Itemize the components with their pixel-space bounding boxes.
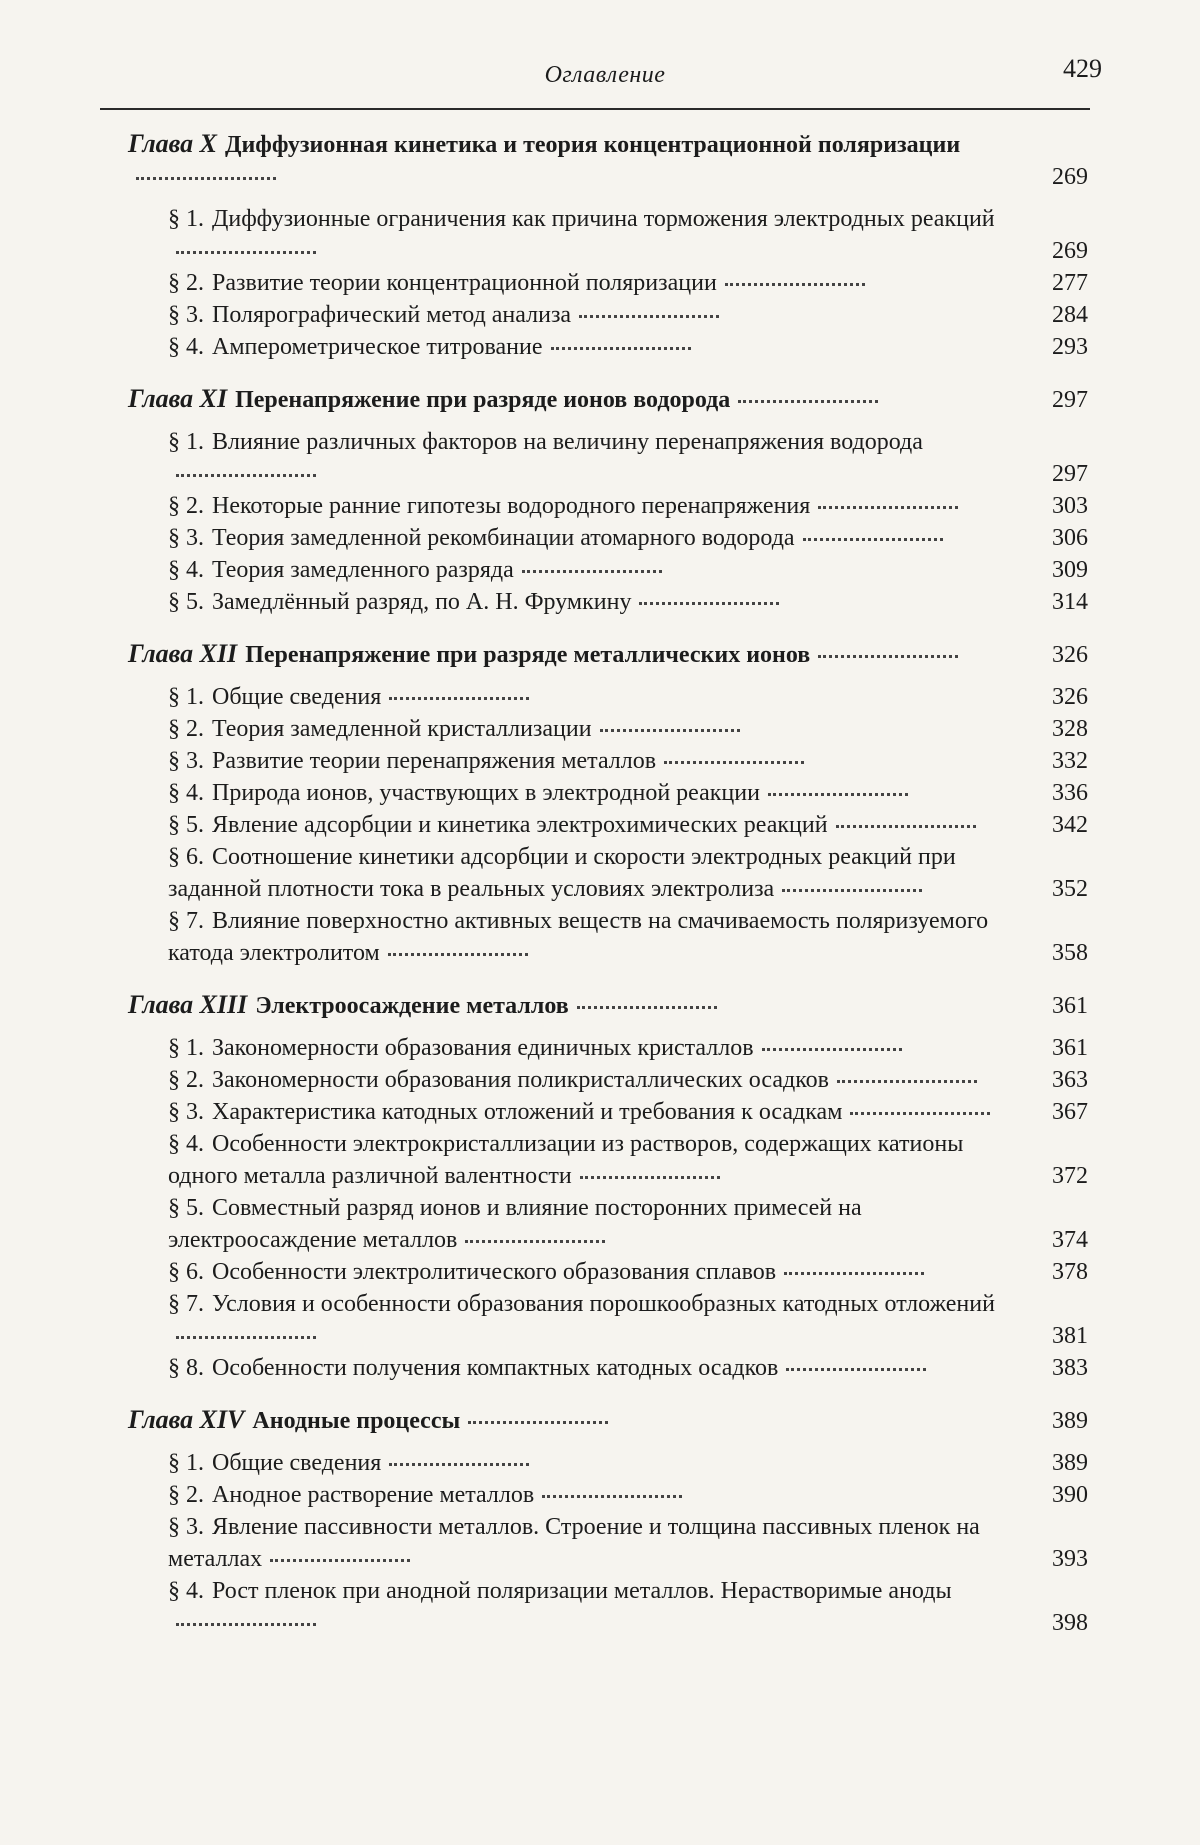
section-text <box>168 777 1024 809</box>
section-title: Особенности электролитического образования сплавов <box>212 1259 777 1285</box>
section-number: § 4. <box>168 557 204 583</box>
chapter-page-number: 269 <box>1052 164 1088 190</box>
section-entry[interactable] <box>168 713 1088 745</box>
dot-leader <box>818 506 958 509</box>
section-number: § 7. <box>168 1291 204 1317</box>
section-number: § 4. <box>168 334 204 360</box>
section-text <box>168 331 1024 363</box>
dot-leader <box>738 400 878 403</box>
section-text <box>168 586 1024 618</box>
dot-leader <box>836 825 976 828</box>
section-entry[interactable] <box>168 681 1088 713</box>
section-entry[interactable] <box>168 745 1088 777</box>
section-title: Развитие теории концентрационной поляризации <box>212 270 717 296</box>
section-text <box>168 1128 1024 1192</box>
section-page-number: 269 <box>1052 238 1088 264</box>
section-text <box>168 745 1024 777</box>
section-entry[interactable] <box>168 299 1088 331</box>
dot-leader <box>465 1240 605 1243</box>
section-number: § 3. <box>168 1099 204 1125</box>
section-number: § 3. <box>168 525 204 551</box>
section-page-number: 363 <box>1052 1067 1088 1093</box>
section-entry[interactable] <box>168 554 1088 586</box>
section-page-number: 390 <box>1052 1482 1088 1508</box>
section-number: § 6. <box>168 1259 204 1285</box>
section-page-number: 352 <box>1052 876 1088 902</box>
section-text <box>168 1479 1024 1511</box>
dot-leader <box>389 1463 529 1466</box>
chapter <box>128 638 1088 969</box>
section-entry[interactable] <box>168 905 1088 969</box>
chapter-number: Глава XIV <box>128 1405 245 1434</box>
section-text <box>168 841 1024 905</box>
section-page-number: 342 <box>1052 812 1088 838</box>
dot-leader <box>389 697 529 700</box>
section-text <box>168 426 1024 490</box>
section-title: Влияние поверхностно активных веществ на смачиваемость поляризуемого катода электролитом <box>168 908 989 966</box>
dot-leader <box>786 1368 926 1371</box>
section-text <box>168 1288 1024 1352</box>
section-text <box>168 203 1024 267</box>
section-number: § 5. <box>168 589 204 615</box>
section-text <box>168 522 1024 554</box>
chapter-title: Перенапряжение при разряде ионов водорода <box>235 387 731 413</box>
section-page-number: 383 <box>1052 1355 1088 1381</box>
section-entry[interactable] <box>168 1288 1088 1352</box>
dot-leader <box>850 1112 990 1115</box>
section-title: Закономерности образования поликристаллических осадков <box>212 1067 829 1093</box>
section-text <box>168 1256 1024 1288</box>
section-entry[interactable] <box>168 1256 1088 1288</box>
section-number: § 3. <box>168 1514 204 1540</box>
section-text <box>168 1032 1024 1064</box>
chapter <box>128 989 1088 1384</box>
section-text <box>168 267 1024 299</box>
chapter-number: Глава XII <box>128 639 238 668</box>
section-title: Особенности получения компактных катодных осадков <box>212 1355 779 1381</box>
section-title: Теория замедленной рекомбинации атомарного водорода <box>212 525 795 551</box>
chapter <box>128 383 1088 618</box>
page-header <box>100 48 1110 118</box>
section-number: § 7. <box>168 908 204 934</box>
section-entry[interactable] <box>168 267 1088 299</box>
section-text <box>168 1575 1024 1639</box>
section-number: § 2. <box>168 716 204 742</box>
section-entry[interactable] <box>168 1064 1088 1096</box>
dot-leader <box>579 315 719 318</box>
section-title: Рост пленок при анодной поляризации металлов. Нерастворимые аноды <box>212 1578 952 1604</box>
section-entry[interactable] <box>168 203 1088 267</box>
section-page-number: 303 <box>1052 493 1088 519</box>
section-text <box>168 1352 1024 1384</box>
section-number: § 5. <box>168 1195 204 1221</box>
chapter-number: Глава XI <box>128 384 228 413</box>
section-number: § 3. <box>168 748 204 774</box>
dot-leader <box>639 602 779 605</box>
section-title: Теория замедленной кристаллизации <box>212 716 592 742</box>
section-number: § 2. <box>168 1482 204 1508</box>
chapter-heading-text <box>128 383 1024 416</box>
section-number: § 8. <box>168 1355 204 1381</box>
dot-leader <box>577 1006 717 1009</box>
dot-leader <box>782 889 922 892</box>
section-text <box>168 490 1024 522</box>
section-title: Условия и особенности образования порошкообразных катодных отложений <box>212 1291 995 1317</box>
section-title: Развитие теории перенапряжения металлов <box>212 748 657 774</box>
dot-leader <box>818 655 958 658</box>
section-title: Диффузионные ограничения как причина торможения электродных реакций <box>212 206 995 232</box>
section-page-number: 389 <box>1052 1450 1088 1476</box>
chapter-heading-text <box>128 128 1024 193</box>
chapter-page-number: 389 <box>1052 1408 1088 1434</box>
dot-leader <box>176 474 316 477</box>
chapter <box>128 128 1088 363</box>
section-text <box>168 809 1024 841</box>
dot-leader <box>551 347 691 350</box>
section-page-number: 367 <box>1052 1099 1088 1125</box>
section-title: Амперометрическое титрование <box>212 334 543 360</box>
section-page-number: 358 <box>1052 940 1088 966</box>
section-text <box>168 905 1024 969</box>
chapter-heading-text <box>128 989 1024 1022</box>
dot-leader <box>725 283 865 286</box>
chapter-title: Перенапряжение при разряде металлических ионов <box>245 642 811 668</box>
section-entry[interactable] <box>168 841 1088 905</box>
section-entry[interactable] <box>168 586 1088 618</box>
section-page-number: 277 <box>1052 270 1088 296</box>
chapter-heading[interactable] <box>128 638 1088 671</box>
page-number: 429 <box>1063 54 1102 83</box>
section-title: Явление адсорбции и кинетика электрохимических реакций <box>212 812 828 838</box>
dot-leader <box>270 1559 410 1562</box>
dot-leader <box>600 729 740 732</box>
section-page-number: 393 <box>1052 1546 1088 1572</box>
table-of-contents <box>128 128 1088 1659</box>
section-entry[interactable] <box>168 426 1088 490</box>
chapter <box>128 1404 1088 1639</box>
section-page-number: 332 <box>1052 748 1088 774</box>
dot-leader <box>837 1080 977 1083</box>
section-title: Совместный разряд ионов и влияние посторонних примесей на электроосаждение металлов <box>168 1195 862 1253</box>
section-title: Явление пассивности металлов. Строение и толщина пассивных пленок на металлах <box>168 1514 980 1572</box>
dot-leader <box>522 570 662 573</box>
section-title: Теория замедленного разряда <box>212 557 514 583</box>
section-entry[interactable] <box>168 490 1088 522</box>
section-entry[interactable] <box>168 1128 1088 1192</box>
section-title: Особенности электрокристаллизации из растворов, содержащих катионы одного металла различной валентности <box>168 1131 964 1189</box>
section-page-number: 372 <box>1052 1163 1088 1189</box>
section-title: Полярографический метод анализа <box>212 302 572 328</box>
dot-leader <box>664 761 804 764</box>
header-rule <box>100 108 1090 110</box>
chapter-page-number: 297 <box>1052 387 1088 413</box>
dot-leader <box>176 1623 316 1626</box>
section-page-number: 297 <box>1052 461 1088 487</box>
section-number: § 4. <box>168 780 204 806</box>
section-page-number: 374 <box>1052 1227 1088 1253</box>
section-text <box>168 1511 1024 1575</box>
section-number: § 1. <box>168 684 204 710</box>
section-entry[interactable] <box>168 1479 1088 1511</box>
section-text <box>168 1192 1024 1256</box>
section-text <box>168 681 1024 713</box>
dot-leader <box>803 538 943 541</box>
chapter-title: Диффузионная кинетика и теория концентрационной поляризации <box>224 132 961 158</box>
chapter-number: Глава XIII <box>128 990 248 1019</box>
section-number: § 1. <box>168 1035 204 1061</box>
chapter-title: Электроосаждение металлов <box>255 993 569 1019</box>
section-page-number: 381 <box>1052 1323 1088 1349</box>
chapter-page-number: 361 <box>1052 993 1088 1019</box>
section-title: Замедлённый разряд, по А. Н. Фрумкину <box>212 589 632 615</box>
section-title: Природа ионов, участвующих в электродной реакции <box>212 780 760 806</box>
section-page-number: 328 <box>1052 716 1088 742</box>
chapter-heading[interactable] <box>128 989 1088 1022</box>
section-text <box>168 713 1024 745</box>
section-number: § 5. <box>168 812 204 838</box>
section-entry[interactable] <box>168 1096 1088 1128</box>
chapter-page-number: 326 <box>1052 642 1088 668</box>
section-title: Закономерности образования единичных кристаллов <box>212 1035 754 1061</box>
dot-leader <box>176 251 316 254</box>
chapter-number: Глава X <box>128 129 217 158</box>
section-number: § 4. <box>168 1578 204 1604</box>
section-page-number: 378 <box>1052 1259 1088 1285</box>
section-entry[interactable] <box>168 1032 1088 1064</box>
section-number: § 1. <box>168 206 204 232</box>
section-text <box>168 299 1024 331</box>
section-number: § 1. <box>168 429 204 455</box>
chapter-heading[interactable] <box>128 128 1088 193</box>
section-title: Общие сведения <box>212 1450 382 1476</box>
section-page-number: 314 <box>1052 589 1088 615</box>
chapter-heading-text <box>128 638 1024 671</box>
section-number: § 2. <box>168 493 204 519</box>
section-entry[interactable] <box>168 1352 1088 1384</box>
dot-leader <box>388 953 528 956</box>
dot-leader <box>580 1176 720 1179</box>
section-number: § 2. <box>168 1067 204 1093</box>
section-text <box>168 1064 1024 1096</box>
section-page-number: 309 <box>1052 557 1088 583</box>
dot-leader <box>542 1495 682 1498</box>
section-page-number: 284 <box>1052 302 1088 328</box>
section-number: § 3. <box>168 302 204 328</box>
section-entry[interactable] <box>168 1192 1088 1256</box>
chapter-heading[interactable] <box>128 1404 1088 1437</box>
section-page-number: 306 <box>1052 525 1088 551</box>
section-entry[interactable] <box>168 1511 1088 1575</box>
section-number: § 2. <box>168 270 204 296</box>
section-page-number: 361 <box>1052 1035 1088 1061</box>
chapter-title: Анодные процессы <box>252 1408 461 1434</box>
section-title: Соотношение кинетики адсорбции и скорости электродных реакций при заданной плотности тока в реальных условиях электролиза <box>168 844 956 902</box>
section-entry[interactable] <box>168 1447 1088 1479</box>
section-page-number: 336 <box>1052 780 1088 806</box>
chapter-heading[interactable] <box>128 383 1088 416</box>
section-number: § 1. <box>168 1450 204 1476</box>
section-entry[interactable] <box>168 809 1088 841</box>
running-title: Оглавление <box>544 62 666 88</box>
section-number: § 4. <box>168 1131 204 1157</box>
dot-leader <box>176 1336 316 1339</box>
section-number: § 6. <box>168 844 204 870</box>
dot-leader <box>468 1421 608 1424</box>
dot-leader <box>762 1048 902 1051</box>
section-text <box>168 554 1024 586</box>
section-title: Характеристика катодных отложений и требования к осадкам <box>212 1099 843 1125</box>
section-entry[interactable] <box>168 331 1088 363</box>
dot-leader <box>768 793 908 796</box>
section-page-number: 398 <box>1052 1610 1088 1636</box>
section-entry[interactable] <box>168 522 1088 554</box>
section-page-number: 326 <box>1052 684 1088 710</box>
section-title: Анодное растворение металлов <box>212 1482 535 1508</box>
dot-leader <box>136 177 276 180</box>
section-title: Некоторые ранние гипотезы водородного перенапряжения <box>212 493 811 519</box>
section-entry[interactable] <box>168 1575 1088 1639</box>
chapter-heading-text <box>128 1404 1024 1437</box>
dot-leader <box>784 1272 924 1275</box>
section-text <box>168 1447 1024 1479</box>
section-page-number: 293 <box>1052 334 1088 360</box>
section-text <box>168 1096 1024 1128</box>
section-entry[interactable] <box>168 777 1088 809</box>
section-title: Влияние различных факторов на величину перенапряжения водорода <box>212 429 923 455</box>
section-title: Общие сведения <box>212 684 382 710</box>
